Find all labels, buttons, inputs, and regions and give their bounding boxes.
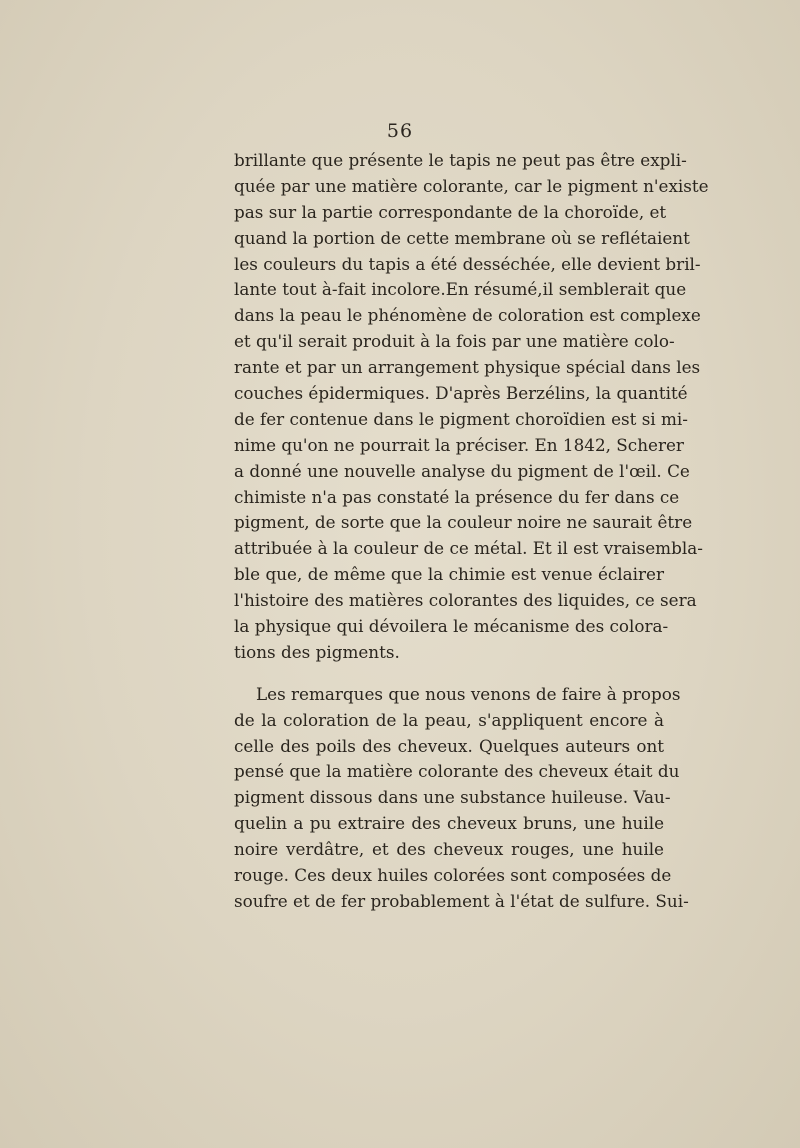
- text-line: Les remarques que nous venons de faire à propos: [256, 683, 681, 704]
- text-line: couches épidermiques. D'après Berzélins, la quantité: [234, 383, 688, 404]
- text-line: ble que, de même que la chimie est venue éclairer: [234, 564, 664, 585]
- text-line: a donné une nouvelle analyse du pigment de l'œil. Ce: [234, 460, 690, 481]
- text-line: pigment dissous dans une substance huileuse. Vau-: [234, 787, 671, 808]
- text-line: celle des poils des cheveux. Quelques auteurs ont: [234, 735, 664, 756]
- text-line: quée par une matière colorante, car le pigment n'existe: [234, 175, 709, 196]
- text-line: soufre et de fer probablement à l'état de sulfure. Sui-: [234, 890, 689, 911]
- page-number: 56: [386, 120, 414, 142]
- text-line: la physique qui dévoilera le mécanisme des colora-: [234, 616, 669, 637]
- text-line: les couleurs du tapis a été desséchée, elle devient bril-: [234, 253, 701, 274]
- text-line: rouge. Ces deux huiles colorées sont composées de: [234, 865, 672, 886]
- text-line: pigment, de sorte que la couleur noire ne saurait être: [234, 512, 693, 533]
- text-line: attribuée à la couleur de ce métal. Et il est vraisembla-: [234, 538, 703, 559]
- paragraph-2: [234, 682, 689, 915]
- text-line: brillante que présente le tapis ne peut pas être expli-: [234, 150, 687, 170]
- body-text: [234, 148, 709, 915]
- text-line: quelin a pu extraire des cheveux bruns, une huile: [234, 813, 664, 834]
- text-line: tions des pigments.: [234, 641, 400, 662]
- text-line: pensé que la matière colorante des cheveux était du: [234, 761, 680, 782]
- text-line: dans la peau le phénomène de coloration est complexe: [234, 305, 701, 326]
- paragraph-spacer: [234, 666, 664, 682]
- text-line: quand la portion de cette membrane où se reflétaient: [234, 227, 690, 248]
- text-line: pas sur la partie correspondante de la choroïde, et: [234, 201, 667, 222]
- text-line: noire verdâtre, et des cheveux rouges, une huile: [234, 839, 664, 860]
- text-line: rante et par un arrangement physique spécial dans les: [234, 357, 701, 378]
- text-line: et qu'il serait produit à la fois par une matière colo-: [234, 331, 675, 352]
- text-line: l'histoire des matières colorantes des liquides, ce sera: [234, 590, 697, 611]
- text-line: chimiste n'a pas constaté la présence du fer dans ce: [234, 486, 680, 507]
- text-line: de la coloration de la peau, s'appliquent encore à: [234, 709, 664, 730]
- text-line: de fer contenue dans le pigment choroïdien est si mi-: [234, 408, 688, 429]
- text-line: nime qu'on ne pourrait la préciser. En 1842, Scherer: [234, 434, 684, 455]
- text-line: lante tout à-fait incolore.En résumé,il semblerait que: [234, 279, 687, 300]
- paragraph-1: [234, 148, 709, 666]
